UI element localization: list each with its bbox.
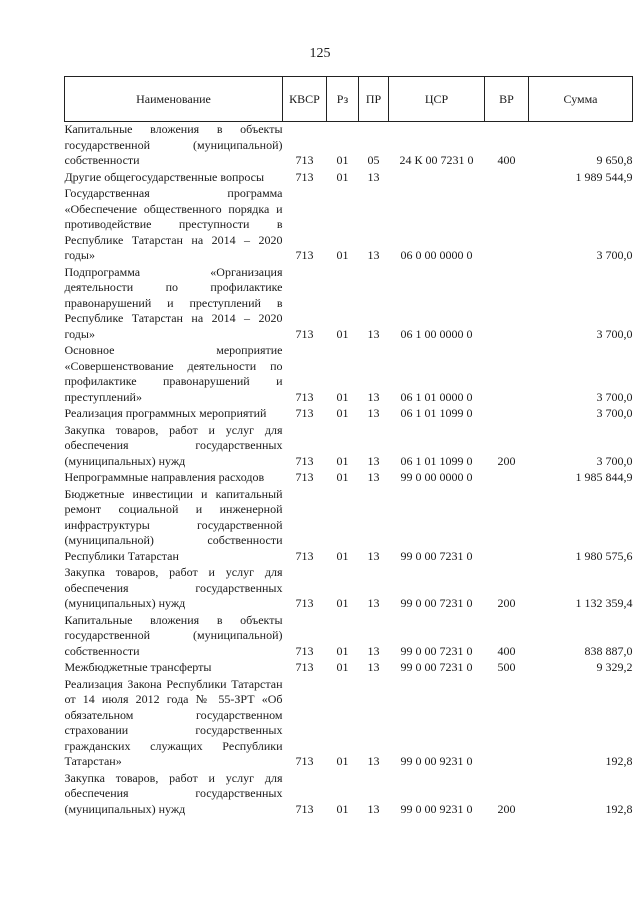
cell-vr	[485, 470, 529, 487]
cell-csr	[389, 170, 485, 187]
cell-csr: 06 1 01 0000 0	[400, 389, 473, 404]
cell-kvsr: 713	[295, 643, 314, 658]
cell-name: Реализация программных мероприятий	[64, 406, 267, 420]
cell-kvsr: 713	[295, 326, 314, 341]
cell-sum: 1 989 544,9	[575, 169, 633, 184]
cell-vr: 500	[497, 660, 516, 674]
table-row	[65, 565, 633, 613]
cell-csr: 06 1 00 0000 0	[400, 326, 473, 341]
header-pr: ПР	[359, 77, 389, 122]
cell-name: Капитальные вложения в объекты государственной (муниципальной) собственности	[64, 612, 283, 658]
cell-sum: 3 700,0	[596, 406, 633, 420]
cell-csr: 99 0 00 9231 0	[400, 754, 473, 768]
cell-pr: 13	[367, 389, 380, 404]
header-csr: ЦСР	[389, 77, 485, 122]
table-row	[65, 170, 633, 187]
header-rz: Рз	[327, 77, 359, 122]
cell-sum: 3 700,0	[596, 248, 633, 262]
cell-sum: 192,8	[605, 754, 633, 768]
table-row	[65, 487, 633, 566]
cell-rz: 01	[336, 548, 349, 563]
cell-kvsr: 713	[295, 153, 314, 167]
cell-sum: 1 980 575,6	[575, 548, 633, 563]
cell-rz: 01	[336, 470, 349, 484]
cell-rz: 01	[336, 389, 349, 404]
cell-vr	[485, 406, 529, 423]
cell-csr: 99 0 00 7231 0	[400, 643, 473, 658]
table-body	[65, 122, 633, 819]
cell-pr: 05	[367, 153, 380, 167]
cell-rz: 01	[336, 453, 349, 468]
cell-csr: 99 0 00 0000 0	[400, 470, 473, 484]
cell-kvsr: 713	[295, 660, 314, 674]
cell-name: Основное мероприятие «Совершенствование деятельности по профилактике правонарушений и преступлений»	[64, 343, 283, 404]
cell-csr: 06 0 00 0000 0	[400, 248, 473, 262]
page-number: 125	[309, 46, 331, 61]
cell-name: Другие общегосударственные вопросы	[64, 169, 265, 184]
cell-vr: 200	[497, 801, 516, 816]
cell-kvsr: 713	[295, 470, 314, 484]
cell-kvsr: 713	[295, 548, 314, 563]
cell-name: Государственная программа «Обеспечение общественного порядка и противодействие преступности в Республике Татарстан на 2014 – 2020 годы»	[64, 186, 283, 262]
cell-sum: 3 700,0	[596, 326, 633, 341]
cell-pr: 13	[367, 754, 380, 768]
cell-pr: 13	[367, 660, 380, 674]
cell-rz: 01	[336, 406, 349, 420]
cell-sum: 3 700,0	[596, 389, 633, 404]
cell-kvsr: 713	[295, 389, 314, 404]
table-row	[65, 265, 633, 344]
cell-pr: 13	[367, 453, 380, 468]
cell-kvsr: 713	[295, 406, 314, 420]
cell-kvsr: 713	[295, 248, 314, 262]
cell-pr: 13	[367, 596, 380, 610]
cell-sum: 9 329,2	[596, 660, 633, 674]
cell-pr: 13	[367, 169, 380, 184]
header-kvsr: КВСР	[283, 77, 327, 122]
cell-rz: 01	[336, 169, 349, 184]
cell-csr: 06 1 01 1099 0	[400, 453, 473, 468]
cell-sum: 192,8	[605, 801, 633, 816]
cell-pr: 13	[367, 470, 380, 484]
budget-table	[64, 76, 633, 818]
cell-csr: 24 К 00 7231 0	[399, 153, 474, 167]
table-row	[65, 122, 633, 170]
cell-rz: 01	[336, 248, 349, 262]
cell-kvsr: 713	[295, 453, 314, 468]
cell-pr: 13	[367, 248, 380, 262]
cell-vr	[485, 343, 529, 406]
cell-sum: 838 887,0	[584, 643, 633, 658]
cell-rz: 01	[336, 754, 349, 768]
cell-pr: 13	[367, 643, 380, 658]
table-row	[65, 677, 633, 771]
cell-name: Межбюджетные трансферты	[64, 660, 212, 674]
cell-vr	[485, 186, 529, 265]
cell-name: Закупка товаров, работ и услуг для обеспечения государственных (муниципальных) нужд	[64, 422, 283, 468]
cell-rz: 01	[336, 643, 349, 658]
cell-name: Капитальные вложения в объекты государственной (муниципальной) собственности	[64, 122, 283, 167]
cell-csr: 99 0 00 7231 0	[400, 660, 473, 674]
header-vr: ВР	[485, 77, 529, 122]
cell-vr	[485, 265, 529, 344]
cell-csr: 06 1 01 1099 0	[400, 406, 473, 420]
table-row	[65, 343, 633, 406]
cell-name: Реализация Закона Республики Татарстан от 14 июля 2012 года № 55-ЗРТ «Об обязательном государственном страховании государственных гражданских служащих Республики Татарстан»	[64, 676, 283, 768]
cell-kvsr: 713	[295, 801, 314, 816]
cell-pr: 13	[367, 406, 380, 420]
cell-pr: 13	[367, 801, 380, 816]
table-row	[65, 613, 633, 661]
table-row	[65, 470, 633, 487]
table-row	[65, 771, 633, 819]
cell-rz: 01	[336, 596, 349, 610]
header-sum: Сумма	[529, 77, 633, 122]
cell-name: Закупка товаров, работ и услуг для обеспечения государственных (муниципальных) нужд	[64, 770, 283, 816]
cell-pr: 13	[367, 548, 380, 563]
cell-sum: 1 132 359,4	[575, 596, 633, 610]
cell-vr: 200	[497, 453, 516, 468]
table-row	[65, 406, 633, 423]
cell-vr	[485, 170, 529, 187]
header-name: Наименование	[65, 77, 283, 122]
cell-vr: 400	[497, 153, 516, 167]
cell-rz: 01	[336, 326, 349, 341]
cell-csr: 99 0 00 7231 0	[400, 596, 473, 610]
cell-name: Подпрограмма «Организация деятельности по профилактике правонарушений и преступлений в Республике Татарстан на 2014 – 2020 годы»	[64, 264, 283, 341]
cell-csr: 99 0 00 9231 0	[400, 801, 473, 816]
cell-rz: 01	[336, 801, 349, 816]
cell-vr	[485, 677, 529, 771]
cell-rz: 01	[336, 153, 349, 167]
cell-sum: 3 700,0	[596, 453, 633, 468]
table-row	[65, 186, 633, 265]
cell-rz: 01	[336, 660, 349, 674]
cell-sum: 9 650,8	[596, 153, 633, 167]
cell-pr: 13	[367, 326, 380, 341]
table-row	[65, 423, 633, 471]
cell-kvsr: 713	[295, 754, 314, 768]
cell-name: Закупка товаров, работ и услуг для обеспечения государственных (муниципальных) нужд	[64, 565, 283, 610]
cell-kvsr: 713	[295, 169, 314, 184]
cell-csr: 99 0 00 7231 0	[400, 548, 473, 563]
cell-kvsr: 713	[295, 596, 314, 610]
table-header	[65, 77, 633, 122]
cell-vr	[485, 487, 529, 566]
table-row	[65, 660, 633, 677]
cell-vr: 400	[497, 643, 516, 658]
cell-vr: 200	[497, 596, 516, 610]
cell-name: Бюджетные инвестиции и капитальный ремонт социальной и инженерной инфраструктуры государственной (муниципальной) собственности Республики Татарстан	[64, 486, 283, 563]
cell-sum: 1 985 844,9	[575, 470, 633, 484]
cell-name: Непрограммные направления расходов	[64, 470, 265, 484]
